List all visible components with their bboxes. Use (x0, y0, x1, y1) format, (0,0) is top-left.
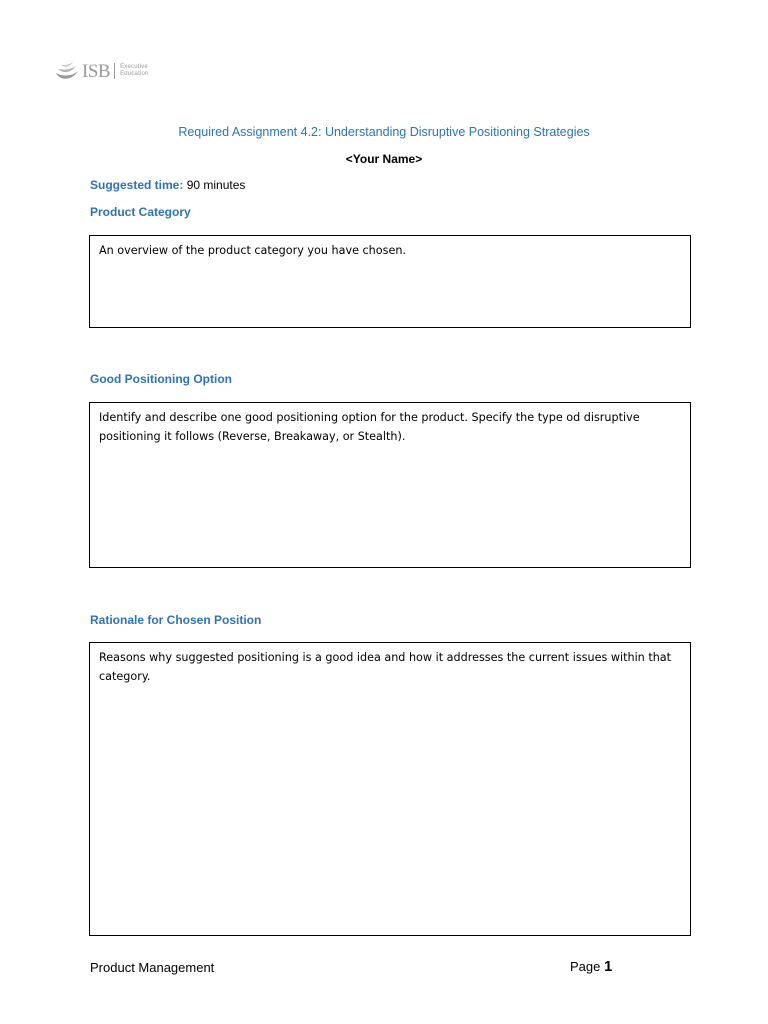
isb-logo (54, 58, 164, 84)
section-heading-good-positioning: Good Positioning Option (90, 372, 232, 386)
logo-text: ISB (82, 60, 111, 82)
logo-divider (114, 63, 115, 79)
logo-subtitle (120, 64, 149, 78)
product-category-box[interactable]: An overview of the product category you have chosen. (89, 235, 691, 328)
isb-swoosh-icon (54, 59, 80, 83)
footer-page-number: 1 (603, 958, 613, 975)
section-heading-rationale: Rationale for Chosen Position (90, 613, 262, 627)
footer-page-label: Page (570, 959, 604, 974)
footer-page-indicator (570, 958, 612, 975)
suggested-time-label: Suggested time: (90, 178, 184, 192)
suggested-time-value: 90 minutes (183, 178, 246, 192)
logo-subtitle-line-2: Education (120, 71, 149, 77)
good-positioning-box[interactable]: Identify and describe one good positioning option for the product. Specify the type od disruptive positioning it follows (Reverse, Breakaway, or Stealth). (89, 402, 691, 568)
rationale-box[interactable]: Reasons why suggested positioning is a good idea and how it addresses the current issues within that category. (89, 642, 691, 936)
footer-course-name: Product Management (90, 960, 215, 975)
your-name-placeholder: <Your Name> (345, 152, 423, 166)
logo-subtitle-line-1: Executive (120, 64, 148, 70)
section-heading-product-category: Product Category (90, 205, 191, 219)
suggested-time (90, 178, 245, 192)
document-title: Required Assignment 4.2: Understanding Disruptive Positioning Strategies (178, 125, 590, 139)
